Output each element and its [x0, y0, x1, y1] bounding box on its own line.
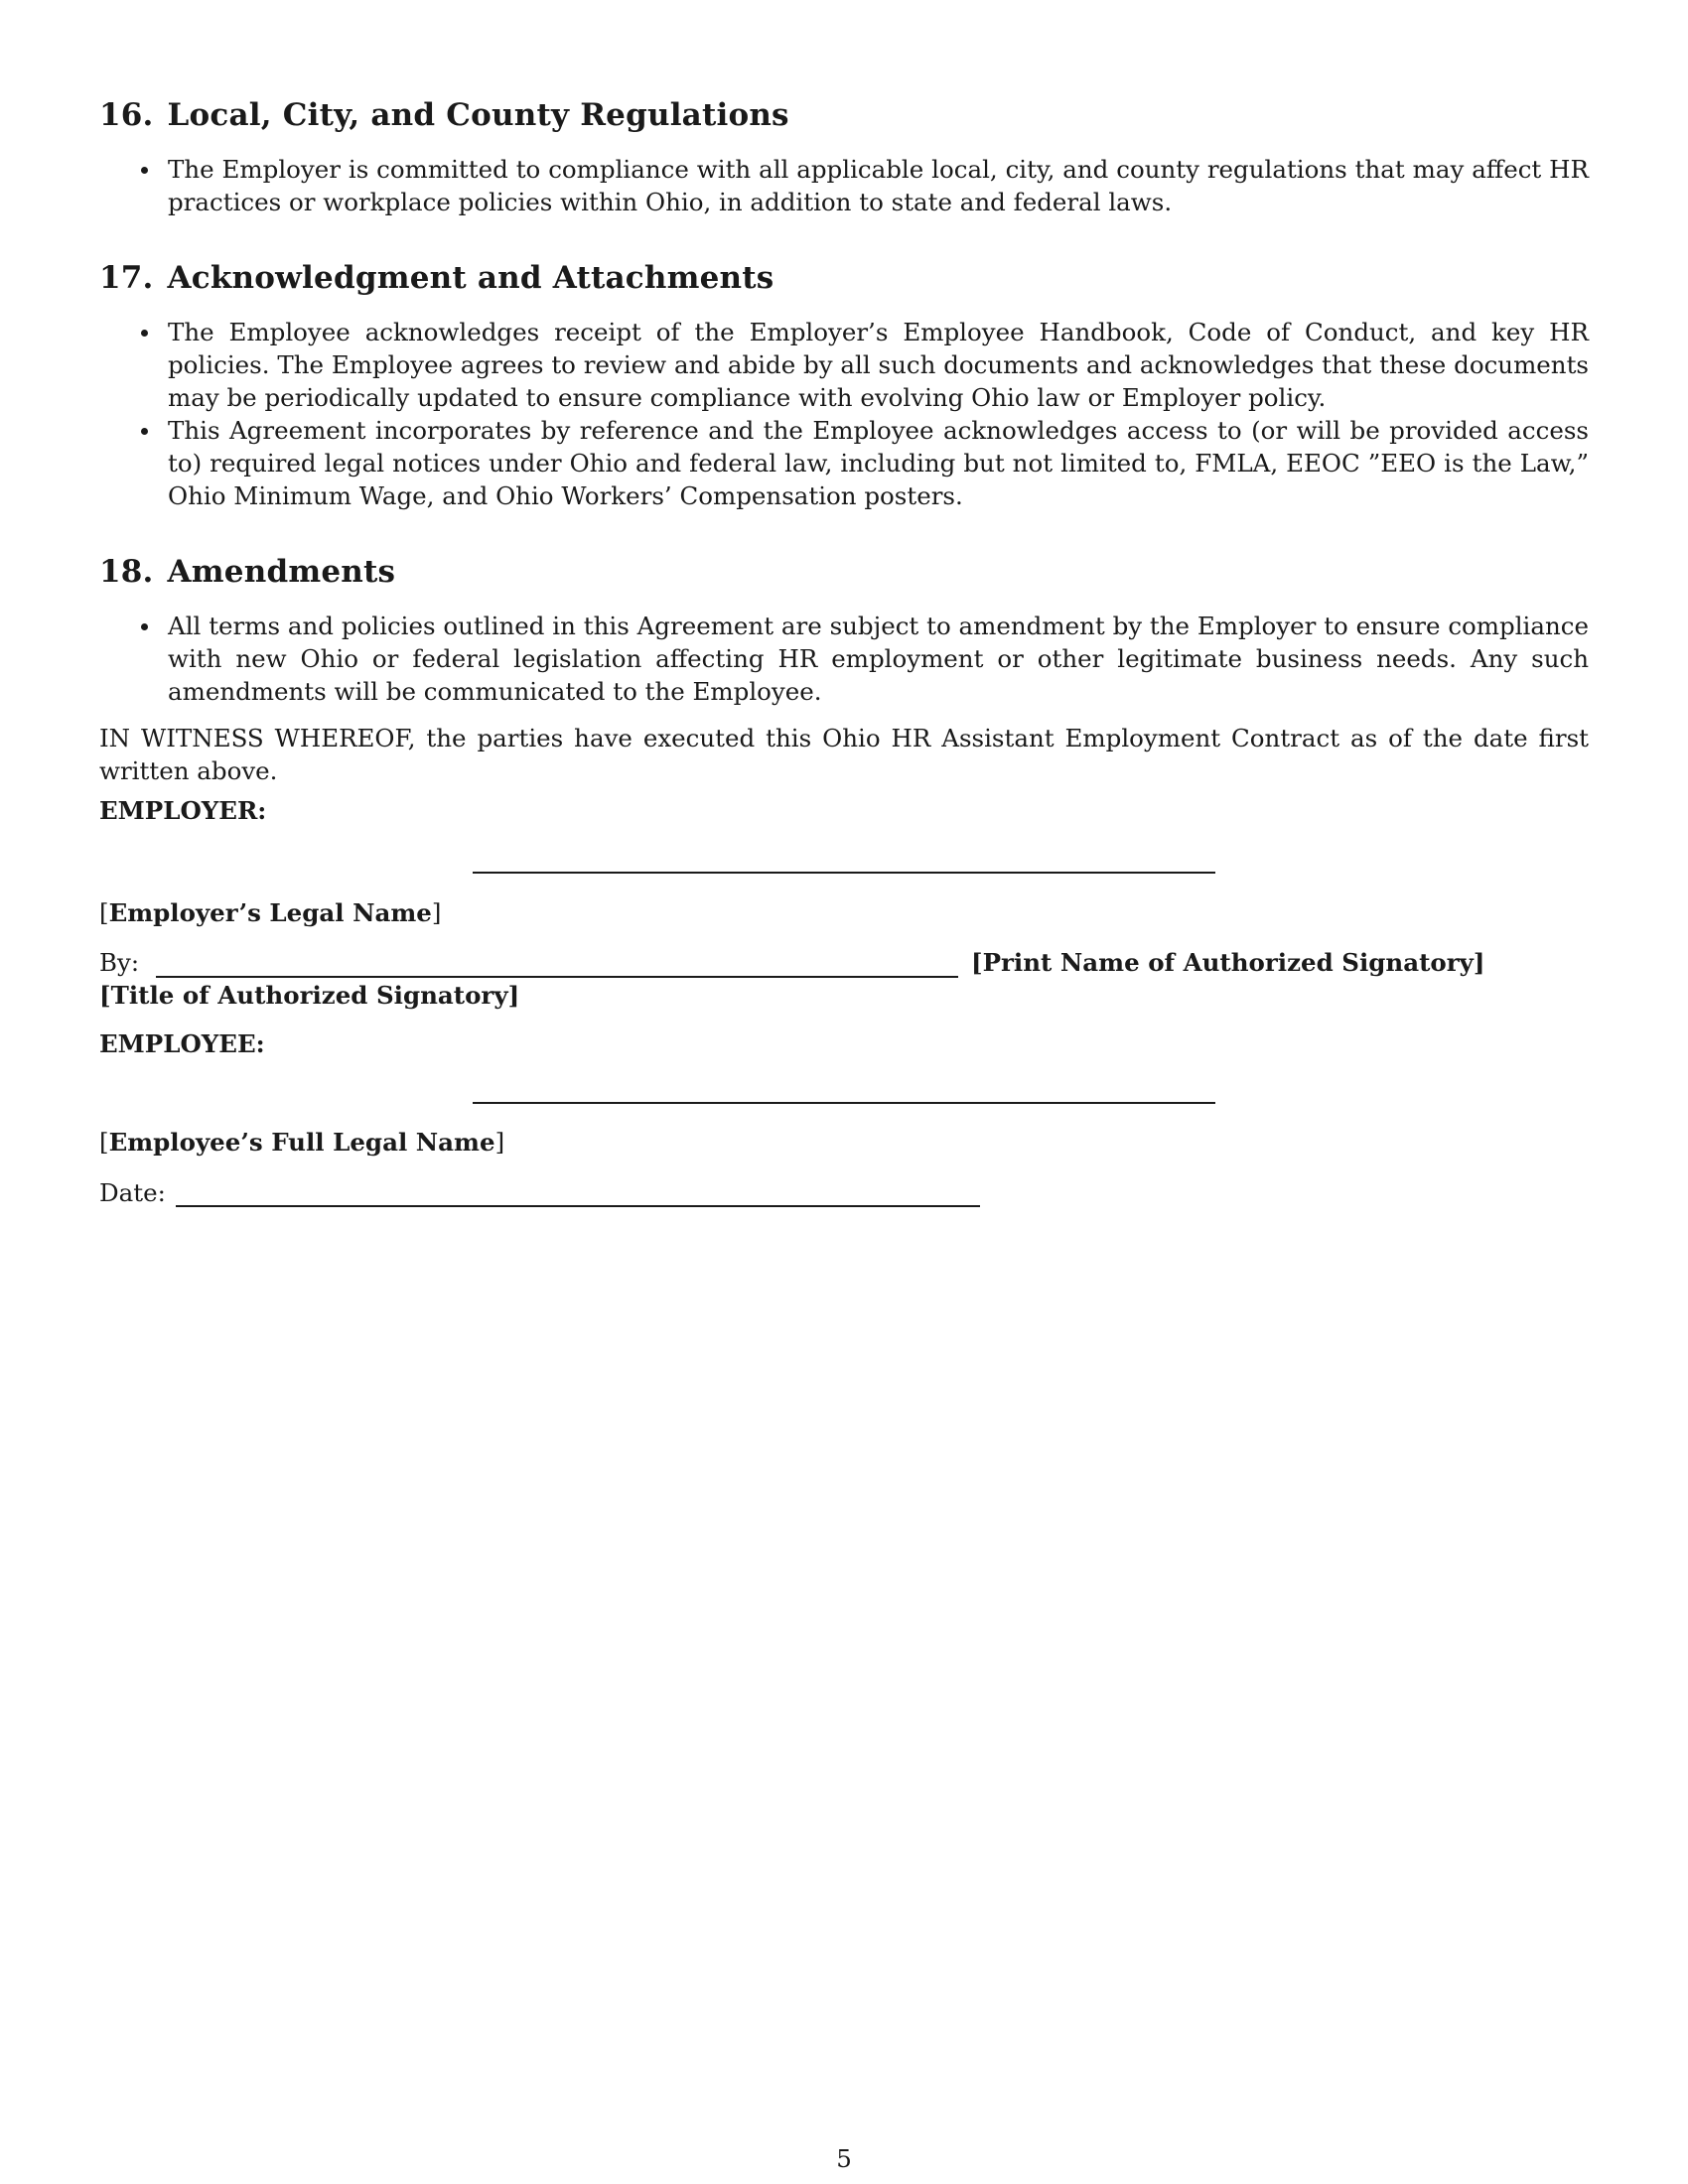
- by-signature-line[interactable]: [156, 976, 958, 978]
- print-name-signatory: [Print Name of Authorized Signatory]: [971, 948, 1485, 977]
- list-item: The Employer is committed to compliance with all applicable local, city, and county regulations that may affect HR practices or workplace policies within Ohio, in addition to state and federal laws.: [99, 153, 1589, 218]
- employee-heading: EMPLOYEE:: [99, 1029, 265, 1058]
- bullet-list: [99, 153, 1589, 218]
- bullet-list: [99, 610, 1589, 708]
- witness-clause: IN WITNESS WHEREOF, the parties have executed this Ohio HR Assistant Employment Contract as of the date first written above.: [99, 724, 1589, 785]
- list-item: This Agreement incorporates by reference and the Employee acknowledges access to (or will be provided access to) required legal notices under Ohio and federal law, including but not limited to, FMLA, EEOC ”EEO is the Law,” Ohio Minimum Wage, and Ohio Workers’ Compensation posters.: [99, 414, 1589, 512]
- title-signatory: [Title of Authorized Signatory]: [99, 981, 520, 1010]
- document-page: [99, 91, 1589, 787]
- employee-signature-line[interactable]: [473, 1102, 1215, 1104]
- employer-heading: EMPLOYER:: [99, 796, 267, 825]
- page-number: 5: [836, 2144, 852, 2173]
- list-item: All terms and policies outlined in this Agreement are subject to amendment by the Employer to ensure compliance with new Ohio or federal legislation affecting HR employment or other legitimate business needs. Any such amendments will be communicated to the Employee.: [99, 610, 1589, 708]
- section-heading: 18. Amendments: [99, 554, 396, 590]
- list-item: The Employee acknowledges receipt of the Employer’s Employee Handbook, Code of Conduct, and key HR policies. The Employee agrees to review and abide by all such documents and acknowledges that these documents may be periodically updated to ensure compliance with evolving Ohio law or Employer policy.: [99, 316, 1589, 414]
- section-heading: 16. Local, City, and County Regulations: [99, 97, 789, 133]
- employer-signature-line[interactable]: [473, 872, 1215, 874]
- section-16: [99, 91, 1589, 218]
- date-label: Date:: [99, 1178, 166, 1207]
- section-18: [99, 548, 1589, 708]
- section-heading: 17. Acknowledgment and Attachments: [99, 260, 774, 296]
- bullet-list: [99, 316, 1589, 512]
- section-17: [99, 254, 1589, 512]
- employee-legal-name: [Employee’s Full Legal Name]: [99, 1128, 505, 1157]
- employer-legal-name: [Employer’s Legal Name]: [99, 898, 442, 927]
- date-line[interactable]: [176, 1205, 980, 1207]
- by-label: By:: [99, 948, 140, 977]
